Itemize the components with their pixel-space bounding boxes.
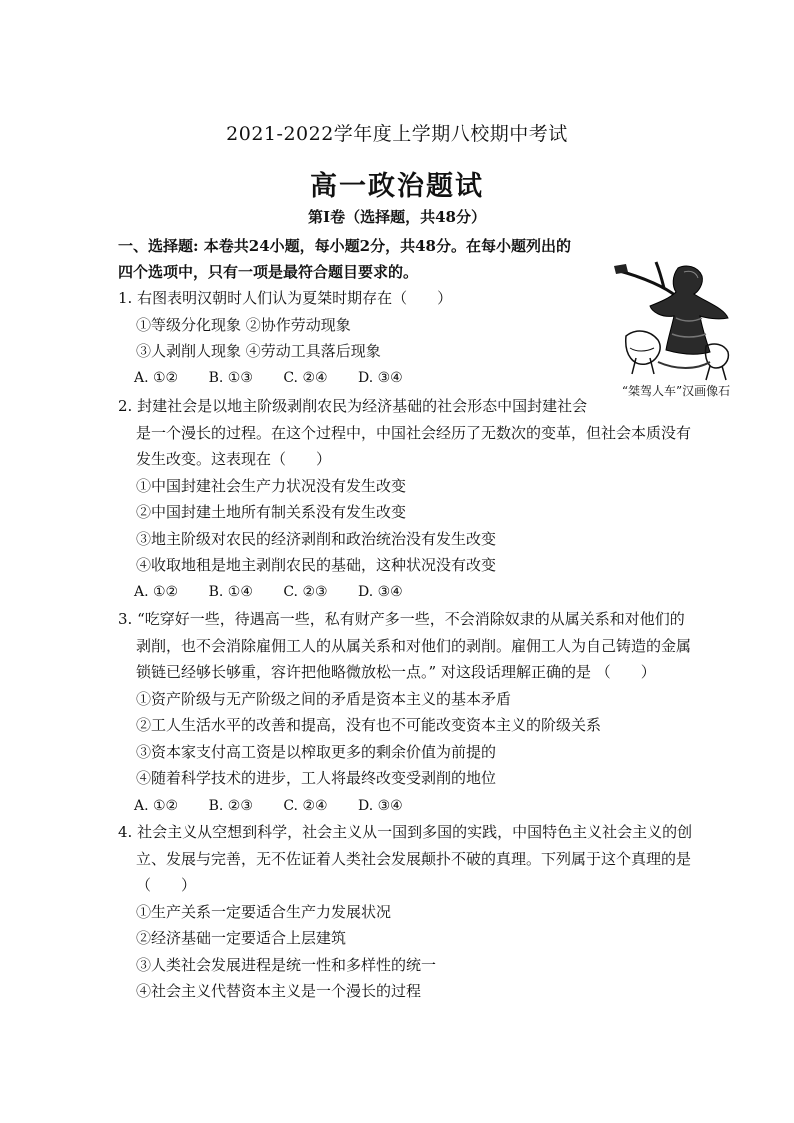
question-4-item-1: ①生产关系一定要适合生产力发展状况 [136,903,392,921]
question-3-item-2: ②工人生活水平的改善和提高，没有也不可能改变资本主义的阶级关系 [136,716,602,734]
han-stone-relief-image [606,258,746,390]
section-title: 第Ⅰ卷（选择题，共48分） [308,208,486,226]
option-b[interactable]: B. ①③ [208,370,253,386]
question-1-stem: 1. 右图表明汉朝时人们认为夏桀时期存在（ ） [118,289,453,307]
question-1-item-1: ①等级分化现象 ②协作劳动现象 [136,316,351,334]
question-3-item-4: ④随着科学技术的进步，工人将最终改变受剥削的地位 [136,769,497,787]
instructions-line-2: 四个选项中，只有一项是最符合题目要求的。 [118,263,419,281]
question-4-stem-line-2: 立、发展与完善，无不佐证着人类社会发展颠扑不破的真理。下列属于这个真理的是 [136,850,692,868]
question-3-stem-line-2: 剥削，也不会消除雇佣工人的从属关系和对他们的剥削。雇佣工人为自己铸造的金属 [136,637,692,655]
question-2-stem-line-1: 2. 封建社会是以地主阶级剥削农民为经济基础的社会形态中国封建社会 [118,397,588,415]
question-3-item-1: ①资产阶级与无产阶级之间的矛盾是资本主义的基本矛盾 [136,690,512,708]
question-2-item-4: ④收取地租是地主剥削农民的基础，这种状况没有改变 [136,556,497,574]
question-2-item-1: ①中国封建社会生产力状况没有发生改变 [136,477,407,495]
option-a[interactable]: A. ①② [134,370,179,386]
option-b[interactable]: B. ②③ [208,798,253,814]
question-2-options [134,582,429,602]
option-c[interactable]: C. ②③ [283,584,328,600]
option-a[interactable]: A. ①② [134,798,179,814]
question-2-stem-line-2: 是一个漫长的过程。在这个过程中，中国社会经历了无数次的变革，但社会本质没有 [136,424,692,442]
option-d[interactable]: D. ③④ [358,370,403,386]
question-3-item-3: ③资本家支付高工资是以榨取更多的剩余价值为前提的 [136,743,497,761]
instructions-line-1: 一、选择题: 本卷共24小题，每小题2分，共48分。在每小题列出的 [118,237,571,255]
paper-title: 高一政治题试 [310,171,484,202]
option-b[interactable]: B. ①④ [208,584,253,600]
question-3-options [134,796,429,816]
option-d[interactable]: D. ③④ [358,584,403,600]
question-4-stem-line-1: 4. 社会主义从空想到科学，社会主义从一国到多国的实践，中国特色主义社会主义的创 [118,823,693,841]
option-d[interactable]: D. ③④ [358,798,403,814]
question-2-stem-line-3: 发生改变。这表现在（ ） [136,450,332,468]
question-2-item-2: ②中国封建土地所有制关系没有发生改变 [136,503,407,521]
question-4-item-2: ②经济基础一定要适合上层建筑 [136,929,347,947]
question-1-item-2: ③人剥削人现象 ④劳动工具落后现象 [136,342,381,360]
option-c[interactable]: C. ②④ [283,370,328,386]
question-2-item-3: ③地主阶级对农民的经济剥削和政治统治没有发生改变 [136,530,497,548]
question-3-stem-line-3: 锁链已经够长够重，容许把他略微放松一点。” 对这段话理解正确的是 （ ） [136,663,656,681]
question-4-stem-line-3: （ ） [136,876,197,894]
question-4-item-4: ④社会主义代替资本主义是一个漫长的过程 [136,982,422,1000]
option-a[interactable]: A. ①② [134,584,179,600]
figure-caption: “桀驾人车”汉画像石 [621,384,731,398]
question-1-options [134,368,429,388]
question-4-item-3: ③人类社会发展进程是统一性和多样性的统一 [136,956,437,974]
question-3-stem-line-1: 3. “吃穿好一些，待遇高一些，私有财产多一些，不会消除奴隶的从属关系和对他们的 [118,610,685,628]
option-c[interactable]: C. ②④ [283,798,328,814]
exam-title: 2021-2022学年度上学期八校期中考试 [226,123,568,145]
